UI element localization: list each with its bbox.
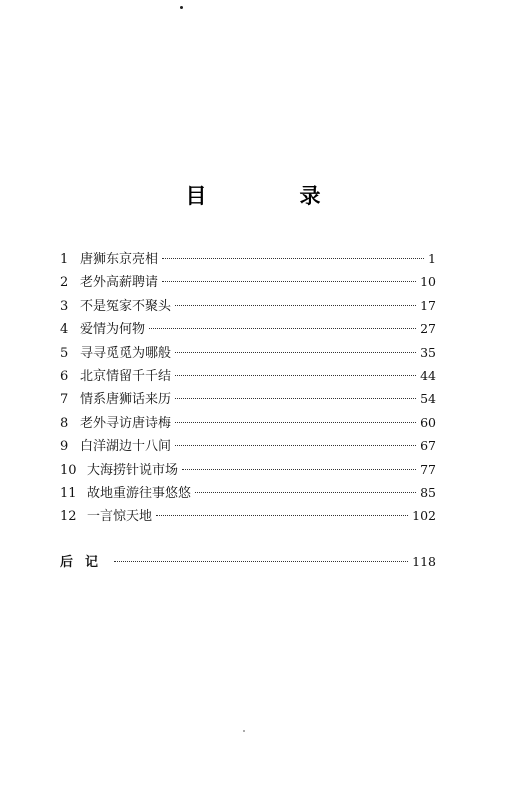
toc-entry-title: 不是冤家不聚头 <box>80 298 172 314</box>
toc-entry-number: 3 <box>60 298 69 314</box>
toc-entry-number: 11 <box>60 485 77 501</box>
toc-entry[interactable] <box>60 458 436 481</box>
toc-entry-title: 情系唐狮话来历 <box>80 392 172 408</box>
toc-entry-page: 77 <box>420 461 436 477</box>
toc-entry-afterword[interactable] <box>60 550 436 574</box>
toc-entry-page: 1 <box>428 251 436 266</box>
toc-entry-title: 老外寻访唐诗梅 <box>80 415 172 431</box>
dot-leader <box>195 492 416 493</box>
toc-entry[interactable] <box>60 294 436 317</box>
toc-entry-number: 12 <box>60 509 77 525</box>
toc-entry-number: 10 <box>60 462 77 478</box>
toc-entry-number: 2 <box>60 275 69 291</box>
toc-entry-number: 6 <box>60 368 69 384</box>
toc-entry-title: 一言惊天地 <box>87 509 153 525</box>
table-of-contents <box>60 247 436 528</box>
toc-entry-page: 27 <box>420 321 436 337</box>
toc-entry-number: 9 <box>60 439 69 455</box>
toc-entry-title: 大海捞针说市场 <box>87 462 179 478</box>
toc-entry-title: 老外高薪聘请 <box>80 275 159 291</box>
toc-entry[interactable] <box>60 317 436 340</box>
dot-leader <box>182 469 416 470</box>
page-title: 目 录 <box>185 184 357 208</box>
toc-entry-number: 8 <box>60 415 69 431</box>
toc-entry[interactable] <box>60 481 436 504</box>
toc-entry-page: 35 <box>420 344 436 360</box>
afterword-title: 后记 <box>60 555 111 570</box>
toc-entry[interactable] <box>60 434 436 457</box>
toc-entry-number: 7 <box>60 392 69 408</box>
toc-entry-title: 北京情留千千结 <box>80 368 172 384</box>
toc-entry-page: 60 <box>420 414 436 430</box>
toc-entry[interactable] <box>60 411 436 434</box>
toc-entry[interactable] <box>60 270 436 293</box>
page-speck <box>243 730 245 732</box>
toc-entry-page: 17 <box>420 297 436 313</box>
toc-entry-number: 5 <box>60 345 69 361</box>
toc-entry[interactable] <box>60 504 436 527</box>
toc-entry-number: 1 <box>60 252 69 267</box>
toc-entry-page: 54 <box>420 391 436 407</box>
dot-leader <box>149 328 416 329</box>
toc-entry[interactable] <box>60 247 436 270</box>
dot-leader <box>175 422 416 423</box>
dot-leader <box>175 398 416 399</box>
toc-entry-title: 故地重游往事悠悠 <box>87 485 192 501</box>
toc-entry-title: 白洋湖边十八间 <box>80 439 172 455</box>
dot-leader <box>114 561 408 562</box>
toc-entry-page: 67 <box>420 438 436 454</box>
dot-leader <box>156 515 408 516</box>
dot-leader <box>175 305 416 306</box>
toc-entry[interactable] <box>60 387 436 410</box>
dot-leader <box>175 375 416 376</box>
dot-leader <box>175 352 416 353</box>
toc-entry-page: 85 <box>420 484 436 500</box>
toc-entry-title: 寻寻觅觅为哪般 <box>80 345 172 361</box>
toc-entry-number: 4 <box>60 322 69 338</box>
toc-entry[interactable] <box>60 364 436 387</box>
toc-entry-page: 102 <box>412 508 436 524</box>
dot-leader <box>162 281 416 282</box>
toc-entry-title: 唐狮东京亮相 <box>80 252 159 267</box>
page-speck <box>180 6 183 9</box>
toc-entry-page: 10 <box>420 274 436 290</box>
afterword-page: 118 <box>412 554 436 569</box>
toc-entry-title: 爱情为何物 <box>80 322 146 338</box>
dot-leader <box>175 445 416 446</box>
toc-entry[interactable] <box>60 341 436 364</box>
toc-entry-page: 44 <box>420 367 436 383</box>
dot-leader <box>162 258 424 259</box>
